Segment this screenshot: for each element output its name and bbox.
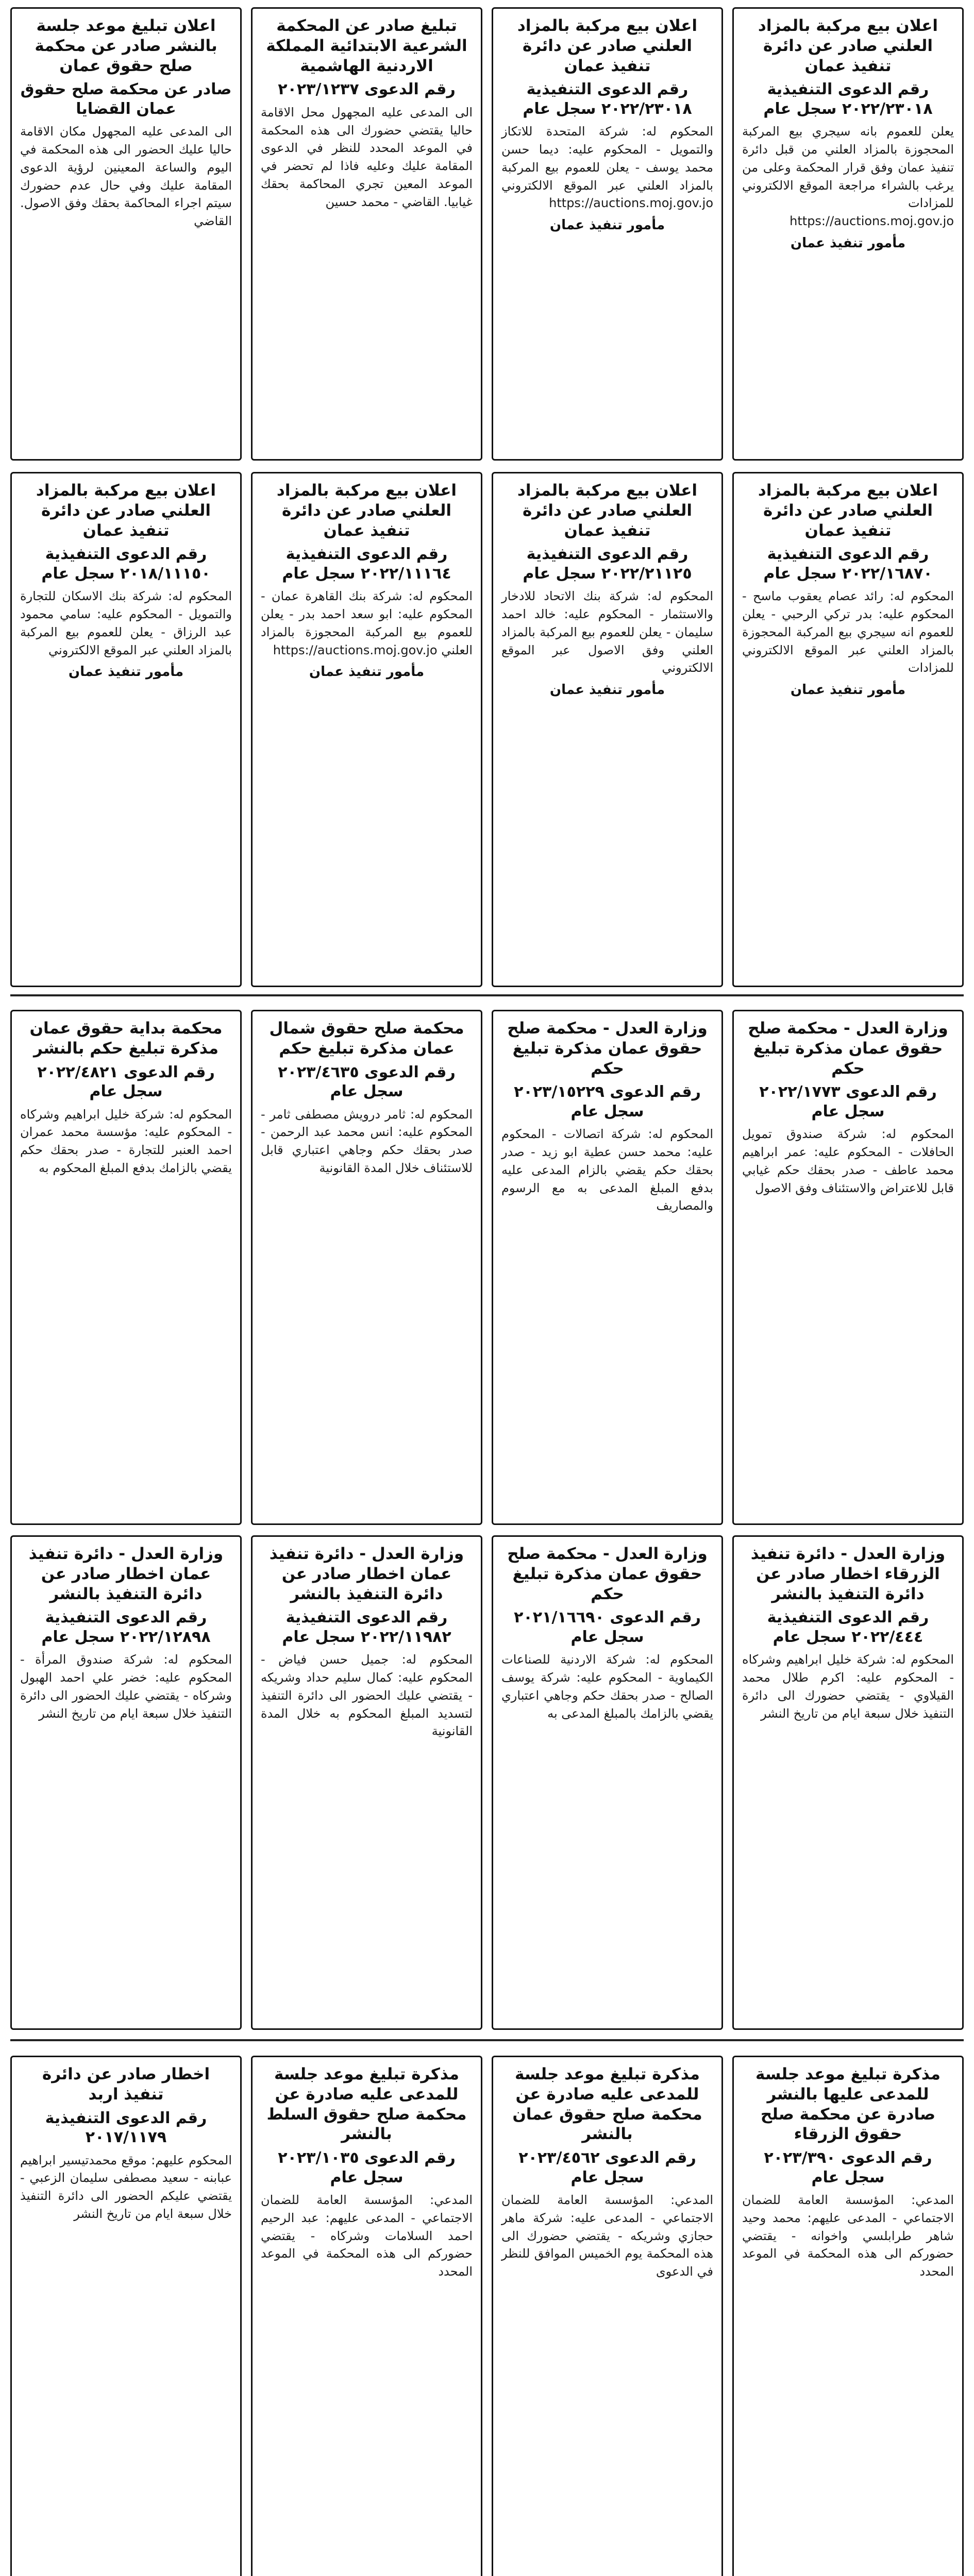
section-divider	[10, 2039, 964, 2041]
notice-card	[732, 2056, 964, 2576]
notice-title: وزارة العدل - دائرة تنفيذ الزرقاء اخطار صادر عن دائرة التنفيذ بالنشر	[750, 1545, 946, 1603]
notice-card	[251, 472, 482, 987]
notice-body: الى المدعى عليه المجهول محل الاقامة حاليا يقتضي حضورك الى هذه المحكمة في الموعد المحدد للنظر في الدعوى المقامة عليك وعليه فاذا لم تحضر في الموعد المعين تجري المحاكمة بحقك غيابيا. القاضي - محمد حسين	[261, 105, 473, 209]
notice-card	[492, 2056, 723, 2576]
notice-ref: رقم الدعوى التنفيذية ٢٠٢٢/٢٣٠١٨ سجل عام	[763, 80, 933, 118]
notice-title: محكمة صلح حقوق شمال عمان مذكرة تبليغ حكم	[269, 1019, 464, 1058]
notice-ref: رقم الدعوى ٢٠٢٢/١٧٧٣ سجل عام	[759, 1083, 937, 1121]
notice-ref: رقم الدعوى ٢٠٢٣/١٢٣٧	[278, 80, 456, 99]
notice-title: اعلان بيع مركبة بالمزاد العلني صادر عن دائرة تنفيذ عمان	[758, 16, 938, 75]
notice-title: اعلان بيع مركبة بالمزاد العلني صادر عن دائرة تنفيذ عمان	[517, 16, 698, 75]
notice-card	[732, 7, 964, 461]
notice-title: وزارة العدل - محكمة صلح حقوق عمان مذكرة تبليغ حكم	[748, 1019, 948, 1078]
notice-title: وزارة العدل - محكمة صلح حقوق عمان مذكرة تبليغ حكم	[507, 1019, 708, 1078]
notice-body: المحكوم له: شركة اتصالات - المحكوم عليه: محمد حسن عطية ابو زيد - صدر بحقك حكم يقضي بالزام المدعى عليه بدفع المبلغ المدعى به مع الرسوم والمصاريف	[501, 1127, 713, 1213]
notice-ref: رقم الدعوى التنفيذية ٢٠٢٢/١١١٦٤ سجل عام	[282, 545, 451, 583]
notice-body: المحكوم له: رائد عصام يعقوب ماسح - المحكوم عليه: بدر تركي الرحبي - يعلن للعموم انه سيجري بيع المركبة المحجوزة بالمزاد العلني عبر الموقع الالكتروني للمزادات	[742, 589, 954, 675]
notice-body: المحكوم له: شركة خليل ابراهيم وشركاه - المحكوم عليه: مؤسسة محمد عمران احمد العنبر للتجارة - صدر بحقك حكم يقضي بالزامك بدفع المبلغ المحكوم به	[20, 1107, 232, 1175]
notice-title: محكمة بداية حقوق عمان مذكرة تبليغ حكم بالنشر	[29, 1019, 223, 1058]
notice-card	[10, 7, 242, 461]
notice-body: المحكوم له: شركة بنك الاتحاد للادخار والاستثمار - المحكوم عليه: خالد احمد سليمان - يعلن للعموم بيع المركبة بالمزاد العلني وفق الاصول عبر الموقع الالكتروني	[501, 589, 713, 675]
notice-card	[732, 472, 964, 987]
notice-ref: رقم الدعوى ٢٠٢٣/٤٦٣٥ سجل عام	[278, 1063, 456, 1100]
notice-body: المحكوم له: شركة خليل ابراهيم وشركاه - المحكوم عليه: اكرم طلال محمد القيلاوي - يقتضي حضورك الى دائرة التنفيذ خلال سبعة ايام من تاريخ النشر	[742, 1652, 954, 1721]
notice-card	[251, 2056, 482, 2576]
notice-footer: مأمور تنفيذ عمان	[790, 682, 906, 698]
notice-body: المدعي: المؤسسة العامة للضمان الاجتماعي - المدعى عليهم: عبد الرحيم احمد السلامات وشركاه - يقتضي حضوركم الى هذه المحكمة في الموعد المحدد	[261, 2193, 473, 2279]
notice-title: وزارة العدل - دائرة تنفيذ عمان اخطار صادر عن دائرة التنفيذ بالنشر	[269, 1545, 464, 1603]
notice-ref: رقم الدعوى ٢٠٢٣/١٠٣٥ سجل عام	[278, 2149, 456, 2187]
notice-ref: رقم الدعوى ٢٠٢١/١٦٦٩٠ سجل عام	[514, 1608, 701, 1646]
notice-body: المحكوم له: جميل حسن فياض - المحكوم عليه: كمال سليم حداد وشريكه - يقتضي عليك الحضور الى دائرة التنفيذ لتسديد المبلغ المحكوم به خلال المدة القانونية	[261, 1652, 473, 1739]
notice-title: اعلان بيع مركبة بالمزاد العلني صادر عن دائرة تنفيذ عمان	[758, 481, 938, 540]
notice-card	[10, 1010, 242, 1525]
notice-ref: رقم الدعوى التنفيذية ٢٠٢٢/٤٤٤ سجل عام	[767, 1608, 929, 1646]
notice-body: المحكوم له: شركة المتحدة للاتكاز والتمويل - المحكوم عليه: ديما حسن محمد يوسف - يعلن للعموم بيع المركبة بالمزاد العلني عبر الموقع الالكتروني https://auctions.moj.gov.jo	[501, 124, 713, 211]
notice-body: المحكوم عليهم: موقع محمدتيسير ابراهيم عبابنه - سعيد مصطفى سليمان الزعبي - يقتضي عليكم الحضور الى دائرة التنفيذ خلال سبعة ايام من تاريخ النشر	[20, 2153, 232, 2221]
notice-title: اعلان بيع مركبة بالمزاد العلني صادر عن دائرة تنفيذ عمان	[36, 481, 216, 540]
notice-card	[10, 2056, 242, 2576]
row-5	[10, 2056, 964, 2576]
notice-ref: رقم الدعوى ٢٠٢٣/٣٩٠ سجل عام	[764, 2149, 932, 2187]
notice-title: مذكرة تبليغ موعد جلسة للمدعى عليه صادرة عن محكمة صلح حقوق السلط بالنشر	[266, 2065, 467, 2144]
notice-title: مذكرة تبليغ موعد جلسة للمدعى عليها بالنشر صادرة عن محكمة صلح حقوق الزرقاء	[755, 2065, 941, 2144]
notice-body: المحكوم له: شركة صندوق المرأة - المحكوم عليه: خضر علي احمد الهبول وشركاه - يقتضي عليك الحضور الى دائرة التنفيذ خلال سبعة ايام من تاريخ النشر	[20, 1652, 232, 1721]
notice-card	[732, 1535, 964, 2030]
notice-card	[10, 1535, 242, 2030]
notice-ref: صادر عن محكمة صلح حقوق عمان القضايا	[20, 80, 232, 118]
notice-title: اعلان بيع مركبة بالمزاد العلني صادر عن دائرة تنفيذ عمان	[276, 481, 457, 540]
notice-body: المحكوم له: شركة بنك القاهرة عمان - المحكوم عليه: ابو سعد احمد بدر - يعلن للعموم بيع المركبة المحجوزة بالمزاد العلني https://auctions.moj.gov.jo	[261, 589, 473, 657]
notice-title: اعلان بيع مركبة بالمزاد العلني صادر عن دائرة تنفيذ عمان	[517, 481, 698, 540]
notice-card	[492, 472, 723, 987]
notice-card	[251, 7, 482, 461]
notice-card	[10, 472, 242, 987]
notice-footer: مأمور تنفيذ عمان	[68, 664, 184, 680]
notice-footer: مأمور تنفيذ عمان	[549, 217, 665, 233]
notice-body: المحكوم له: شركة صندوق تمويل الحافلات - المحكوم عليه: عمر ابراهيم محمد عاطف - صدر بحقك حكم غيابي قابل للاعتراض والاستئناف وفق الاصول	[742, 1127, 954, 1195]
notice-card	[251, 1010, 482, 1525]
notice-body: المدعي: المؤسسة العامة للضمان الاجتماعي - المدعى عليه: شركة ماهر حجازي وشريكه - يقتضي حضورك الى هذه المحكمة يوم الخميس الموافق للنظر في الدعوى	[501, 2193, 713, 2279]
notice-ref: رقم الدعوى التنفيذية ٢٠٢٢/٢١١٢٥ سجل عام	[523, 545, 692, 583]
notice-ref: رقم الدعوى التنفيذية ٢٠٢٢/٢٣٠١٨ سجل عام	[523, 80, 692, 118]
section-divider	[10, 994, 964, 996]
notice-ref: رقم الدعوى ٢٠٢٣/٤٥٦٢ سجل عام	[518, 2149, 696, 2187]
notice-body: المحكوم له: شركة الاردنية للصناعات الكيماوية - المحكوم عليه: شركة يوسف الصالح - صدر بحقك حكم وجاهي اعتباري يقضي بالزامك بالمبلغ المدعى به	[501, 1652, 713, 1721]
notice-title: مذكرة تبليغ موعد جلسة للمدعى عليه صادرة عن محكمة صلح حقوق عمان بالنشر	[512, 2065, 702, 2144]
notice-ref: رقم الدعوى ٢٠٢٣/١٥٢٢٩ سجل عام	[514, 1083, 701, 1121]
row-4	[10, 1535, 964, 2030]
notice-ref: رقم الدعوى التنفيذية ٢٠١٧/١١٧٩	[45, 2109, 207, 2146]
notice-title: اعلان تبليغ موعد جلسة بالنشر صادر عن محكمة صلح حقوق عمان	[35, 16, 217, 75]
row-3	[10, 1010, 964, 1525]
notice-title: وزارة العدل - محكمة صلح حقوق عمان مذكرة تبليغ حكم	[507, 1545, 708, 1603]
notice-ref: رقم الدعوى التنفيذية ٢٠٢٢/١٢٨٩٨ سجل عام	[41, 1608, 211, 1646]
notice-ref: رقم الدعوى التنفيذية ٢٠٢٢/١٦٨٧٠ سجل عام	[763, 545, 933, 583]
notice-body: يعلن للعموم بانه سيجري بيع المركبة المحجوزة بالمزاد العلني من قبل دائرة تنفيذ عمان وفق قرار المحكمة وعلى من يرغب بالشراء مراجعة الموقع الالكتروني للمزادات https://auctions.moj.gov.jo	[742, 124, 954, 229]
notice-title: تبليغ صادر عن المحكمة الشرعية الابتدائية المملكة الاردنية الهاشمية	[266, 16, 467, 75]
notice-card	[492, 7, 723, 461]
notice-ref: رقم الدعوى التنفيذية ٢٠١٨/١١١٥٠ سجل عام	[41, 545, 211, 583]
notice-ref: رقم الدعوى التنفيذية ٢٠٢٢/١١٩٨٢ سجل عام	[282, 1608, 451, 1646]
notice-body: المحكوم له: شركة بنك الاسكان للتجارة والتمويل - المحكوم عليه: سامي محمود عبد الرزاق - يعلن للعموم بيع المركبة بالمزاد العلني عبر الموقع الالكتروني	[20, 589, 232, 657]
notice-card	[492, 1535, 723, 2030]
notice-footer: مأمور تنفيذ عمان	[790, 235, 906, 251]
notice-footer: مأمور تنفيذ عمان	[549, 682, 665, 698]
notice-title: وزارة العدل - دائرة تنفيذ عمان اخطار صادر عن دائرة التنفيذ بالنشر	[28, 1545, 224, 1603]
notice-card	[251, 1535, 482, 2030]
notice-card	[732, 1010, 964, 1525]
notice-title: اخطار صادر عن دائرة تنفيذ اربد	[42, 2065, 210, 2104]
notice-footer: مأمور تنفيذ عمان	[309, 664, 425, 680]
notice-body: المدعي: المؤسسة العامة للضمان الاجتماعي - المدعى عليهم: محمد وحيد شاهر طرابلسي واخوانه - يقتضي حضوركم الى هذه المحكمة في الموعد المحدد	[742, 2193, 954, 2279]
row-1	[10, 7, 964, 461]
notice-body: المحكوم له: ثامر درويش مصطفى ثامر - المحكوم عليه: انس محمد عبد الرحمن - صدر بحقك حكم وجاهي اعتباري قابل للاستئناف خلال المدة القانونية	[261, 1107, 473, 1175]
notice-ref: رقم الدعوى ٢٠٢٢/٤٨٢١ سجل عام	[37, 1063, 215, 1100]
notice-body: الى المدعى عليه المجهول مكان الاقامة حاليا عليك الحضور الى هذه المحكمة في اليوم والساعة المعينين لرؤية الدعوى المقامة عليك وفي حال عدم حضورك سيتم اجراء المحاكمة بحقك وفق الاصول. القاضي	[20, 124, 232, 229]
notice-card	[492, 1010, 723, 1525]
row-2	[10, 472, 964, 987]
